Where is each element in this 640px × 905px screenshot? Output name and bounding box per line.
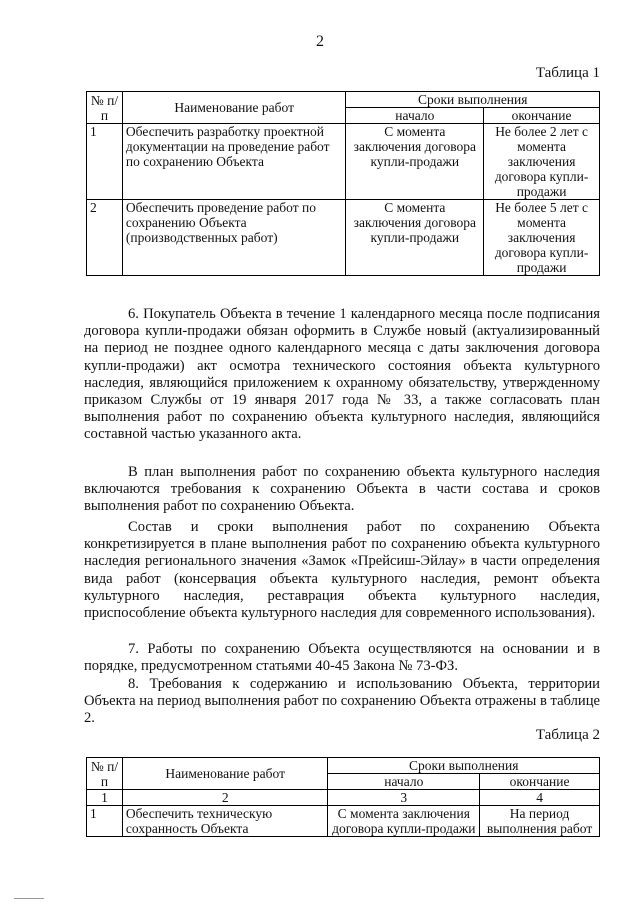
paragraph-7: 7. Работы по сохранению Объекта осуществляются на основании и в порядке, предусмотренном статьями 40-45 Закона № 73-ФЗ. xyxy=(84,641,600,675)
table2-colnum-3: 3 xyxy=(328,790,480,806)
table1-row2-num: 2 xyxy=(87,200,123,276)
table1-row1-num: 1 xyxy=(87,124,123,200)
table2-row1-work: Обеспечить техническую сохранность Объекта xyxy=(122,806,328,837)
table2-column-numbers xyxy=(87,790,600,806)
table1-header-num: № п/п xyxy=(87,92,123,124)
table2-colnum-1: 1 xyxy=(87,790,123,806)
table-row xyxy=(87,806,600,837)
table2-row1-num: 1 xyxy=(87,806,123,837)
table1-header-deadlines: Сроки выполнения xyxy=(346,92,600,108)
table1-row1-start: С момента заключения договора купли-продажи xyxy=(346,124,484,200)
table1-header-work: Наименование работ xyxy=(122,92,346,124)
table2-header-deadlines: Сроки выполнения xyxy=(328,758,600,774)
paragraph-8: 8. Требования к содержанию и использованию Объекта, территории Объекта на период выполнения работ по сохранению Объекта отражены в таблице 2. xyxy=(84,676,600,727)
table1-header-end: окончание xyxy=(484,108,600,124)
table2-colnum-2: 2 xyxy=(122,790,328,806)
table-row xyxy=(87,124,600,200)
table1-caption: Таблица 1 xyxy=(535,65,600,81)
table1-row2-work: Обеспечить проведение работ по сохранению Объекта (производственных работ) xyxy=(122,200,346,276)
table2 xyxy=(86,757,600,837)
table2-row1-start: С момента заключения договора купли-продажи xyxy=(328,806,480,837)
table2-header-end: окончание xyxy=(480,774,600,790)
table2-header-num: № п/п xyxy=(87,758,123,790)
table2-header-work: Наименование работ xyxy=(122,758,328,790)
table2-caption: Таблица 2 xyxy=(535,727,600,743)
page-number: 2 xyxy=(316,33,324,50)
table1 xyxy=(86,91,600,276)
table2-row1-end: На период выполнения работ xyxy=(480,806,600,837)
table1-row2-end: Не более 5 лет с момента заключения договора купли-продажи xyxy=(484,200,600,276)
table1-row1-end: Не более 2 лет с момента заключения договора купли-продажи xyxy=(484,124,600,200)
table1-row2-start: С момента заключения договора купли-продажи xyxy=(346,200,484,276)
table1-row1-work: Обеспечить разработку проектной документации на проведение работ по сохранению Объекта xyxy=(122,124,346,200)
paragraph-6b: В план выполнения работ по сохранению объекта культурного наследия включаются требования к сохранению Объекта в части состава и сроков выполнения работ по сохранению Объекта. xyxy=(84,464,600,515)
table2-colnum-4: 4 xyxy=(480,790,600,806)
table-row xyxy=(87,200,600,276)
table2-header-start: начало xyxy=(328,774,480,790)
paragraph-6: 6. Покупатель Объекта в течение 1 календарного месяца после подписания договора купли-продажи обязан оформить в Службе новый (актуализированный на период не позднее одного календарного месяца с даты заключения договора купли-продажи) акт осмотра технического состояния объекта культурного наследия, являющийся приложением к охранному обязательству, утвержденному приказом Службы от 19 января 2017 года № 33, а также согласовать план выполнения работ по сохранению объекта культурного наследия, являющийся составной частью указанного акта. xyxy=(84,306,600,443)
paragraph-6c: Состав и сроки выполнения работ по сохранению Объекта конкретизируется в плане выполнения работ по сохранению объекта культурного наследия регионального значения «Замок «Прейсиш-Эйлау» в части определения вида работ (консервация объекта культурного наследия, ремонт объекта культурного наследия, реставрация объекта культурного наследия, приспособление объекта культурного наследия для современного использования). xyxy=(84,519,600,622)
scan-mark xyxy=(14,898,44,899)
table1-header-start: начало xyxy=(346,108,484,124)
